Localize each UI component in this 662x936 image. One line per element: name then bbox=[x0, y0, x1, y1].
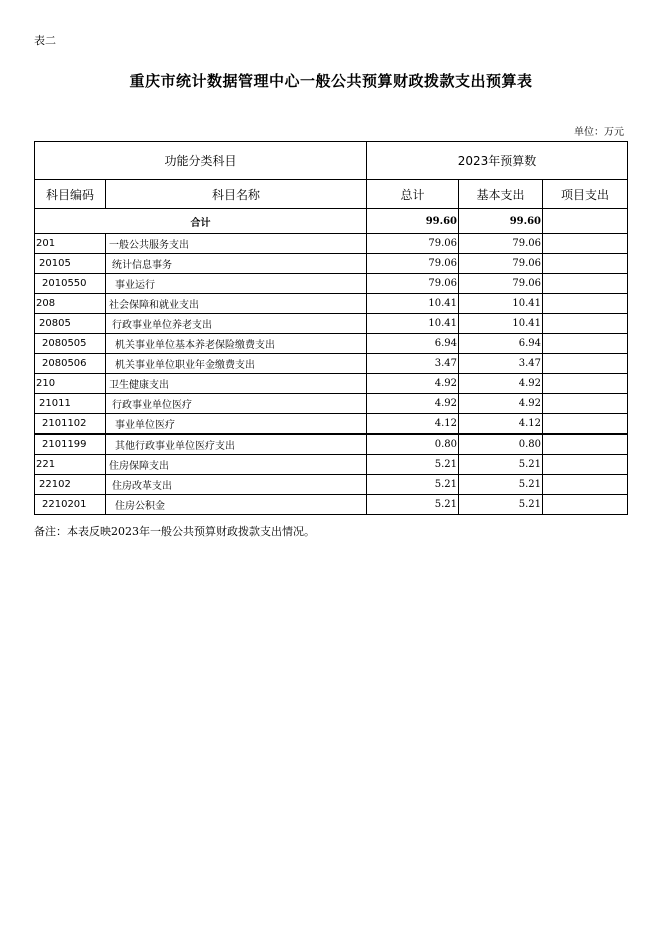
row-total: 5.21 bbox=[367, 455, 459, 475]
row-code: 2010550 bbox=[35, 274, 106, 294]
row-total: 10.41 bbox=[367, 294, 459, 314]
table-row bbox=[35, 294, 628, 314]
row-name: 行政事业单位医疗 bbox=[106, 394, 367, 414]
row-basic: 79.06 bbox=[459, 234, 543, 254]
row-basic: 6.94 bbox=[459, 334, 543, 354]
row-total: 3.47 bbox=[367, 354, 459, 374]
row-project bbox=[543, 414, 628, 435]
header-row-1 bbox=[35, 142, 628, 180]
header-row-2 bbox=[35, 180, 628, 209]
row-project bbox=[543, 374, 628, 394]
row-name: 一般公共服务支出 bbox=[106, 234, 367, 254]
row-project bbox=[543, 455, 628, 475]
remark-note: 备注：本表反映2023年一般公共预算财政拨款支出情况。 bbox=[34, 525, 315, 538]
row-code: 2210201 bbox=[35, 495, 106, 515]
row-name: 机关事业单位基本养老保险缴费支出 bbox=[106, 334, 367, 354]
row-basic: 5.21 bbox=[459, 495, 543, 515]
row-basic: 10.41 bbox=[459, 314, 543, 334]
table-row bbox=[35, 434, 628, 455]
row-project bbox=[543, 314, 628, 334]
table-row bbox=[35, 495, 628, 515]
row-code: 2080505 bbox=[35, 334, 106, 354]
row-total: 0.80 bbox=[367, 434, 459, 455]
total-basic: 99.60 bbox=[459, 209, 543, 234]
total-label: 合计 bbox=[35, 209, 367, 234]
table-row bbox=[35, 334, 628, 354]
row-project bbox=[543, 394, 628, 414]
row-code: 208 bbox=[35, 294, 106, 314]
row-code: 221 bbox=[35, 455, 106, 475]
row-code: 210 bbox=[35, 374, 106, 394]
row-name: 事业单位医疗 bbox=[106, 414, 367, 435]
basic-header: 基本支出 bbox=[459, 180, 543, 209]
row-total: 5.21 bbox=[367, 495, 459, 515]
row-project bbox=[543, 434, 628, 455]
table-row bbox=[35, 314, 628, 334]
row-total: 79.06 bbox=[367, 234, 459, 254]
row-name: 其他行政事业单位医疗支出 bbox=[106, 434, 367, 455]
row-name: 行政事业单位养老支出 bbox=[106, 314, 367, 334]
row-name: 社会保障和就业支出 bbox=[106, 294, 367, 314]
row-basic: 79.06 bbox=[459, 254, 543, 274]
table-row bbox=[35, 254, 628, 274]
row-total: 4.92 bbox=[367, 394, 459, 414]
row-code: 2101102 bbox=[35, 414, 106, 435]
name-header: 科目名称 bbox=[106, 180, 367, 209]
row-project bbox=[543, 254, 628, 274]
row-code: 21011 bbox=[35, 394, 106, 414]
total-project bbox=[543, 209, 628, 234]
row-name: 统计信息事务 bbox=[106, 254, 367, 274]
table-row bbox=[35, 455, 628, 475]
row-project bbox=[543, 334, 628, 354]
row-basic: 3.47 bbox=[459, 354, 543, 374]
table-row bbox=[35, 475, 628, 495]
row-code: 20805 bbox=[35, 314, 106, 334]
row-basic: 4.92 bbox=[459, 374, 543, 394]
code-header: 科目编码 bbox=[35, 180, 106, 209]
budget-table bbox=[34, 141, 628, 515]
row-total: 10.41 bbox=[367, 314, 459, 334]
table-label: 表二 bbox=[34, 34, 56, 47]
page-title: 重庆市统计数据管理中心一般公共预算财政拨款支出预算表 bbox=[129, 72, 533, 90]
total-row bbox=[35, 209, 628, 234]
table-row bbox=[35, 354, 628, 374]
row-code: 201 bbox=[35, 234, 106, 254]
row-project bbox=[543, 234, 628, 254]
row-basic: 5.21 bbox=[459, 475, 543, 495]
total-header: 总计 bbox=[367, 180, 459, 209]
row-basic: 4.12 bbox=[459, 414, 543, 435]
row-project bbox=[543, 294, 628, 314]
project-header: 项目支出 bbox=[543, 180, 628, 209]
row-code: 2080506 bbox=[35, 354, 106, 374]
row-code: 22102 bbox=[35, 475, 106, 495]
row-project bbox=[543, 475, 628, 495]
table-row bbox=[35, 374, 628, 394]
row-project bbox=[543, 495, 628, 515]
row-basic: 4.92 bbox=[459, 394, 543, 414]
row-name: 住房公积金 bbox=[106, 495, 367, 515]
functional-category-header: 功能分类科目 bbox=[35, 142, 367, 180]
unit-label: 单位：万元 bbox=[574, 127, 624, 138]
row-code: 2101199 bbox=[35, 434, 106, 455]
table-row bbox=[35, 234, 628, 254]
row-name: 事业运行 bbox=[106, 274, 367, 294]
row-basic: 0.80 bbox=[459, 434, 543, 455]
row-total: 5.21 bbox=[367, 475, 459, 495]
row-basic: 10.41 bbox=[459, 294, 543, 314]
row-name: 卫生健康支出 bbox=[106, 374, 367, 394]
table-row bbox=[35, 394, 628, 414]
total-total: 99.60 bbox=[367, 209, 459, 234]
row-basic: 5.21 bbox=[459, 455, 543, 475]
row-total: 79.06 bbox=[367, 274, 459, 294]
row-code: 20105 bbox=[35, 254, 106, 274]
table-row bbox=[35, 274, 628, 294]
row-name: 机关事业单位职业年金缴费支出 bbox=[106, 354, 367, 374]
row-basic: 79.06 bbox=[459, 274, 543, 294]
row-name: 住房改革支出 bbox=[106, 475, 367, 495]
row-total: 4.12 bbox=[367, 414, 459, 435]
row-project bbox=[543, 274, 628, 294]
table-row bbox=[35, 414, 628, 435]
row-total: 79.06 bbox=[367, 254, 459, 274]
row-total: 4.92 bbox=[367, 374, 459, 394]
row-project bbox=[543, 354, 628, 374]
row-total: 6.94 bbox=[367, 334, 459, 354]
budget-year-header: 2023年预算数 bbox=[367, 142, 628, 180]
row-name: 住房保障支出 bbox=[106, 455, 367, 475]
